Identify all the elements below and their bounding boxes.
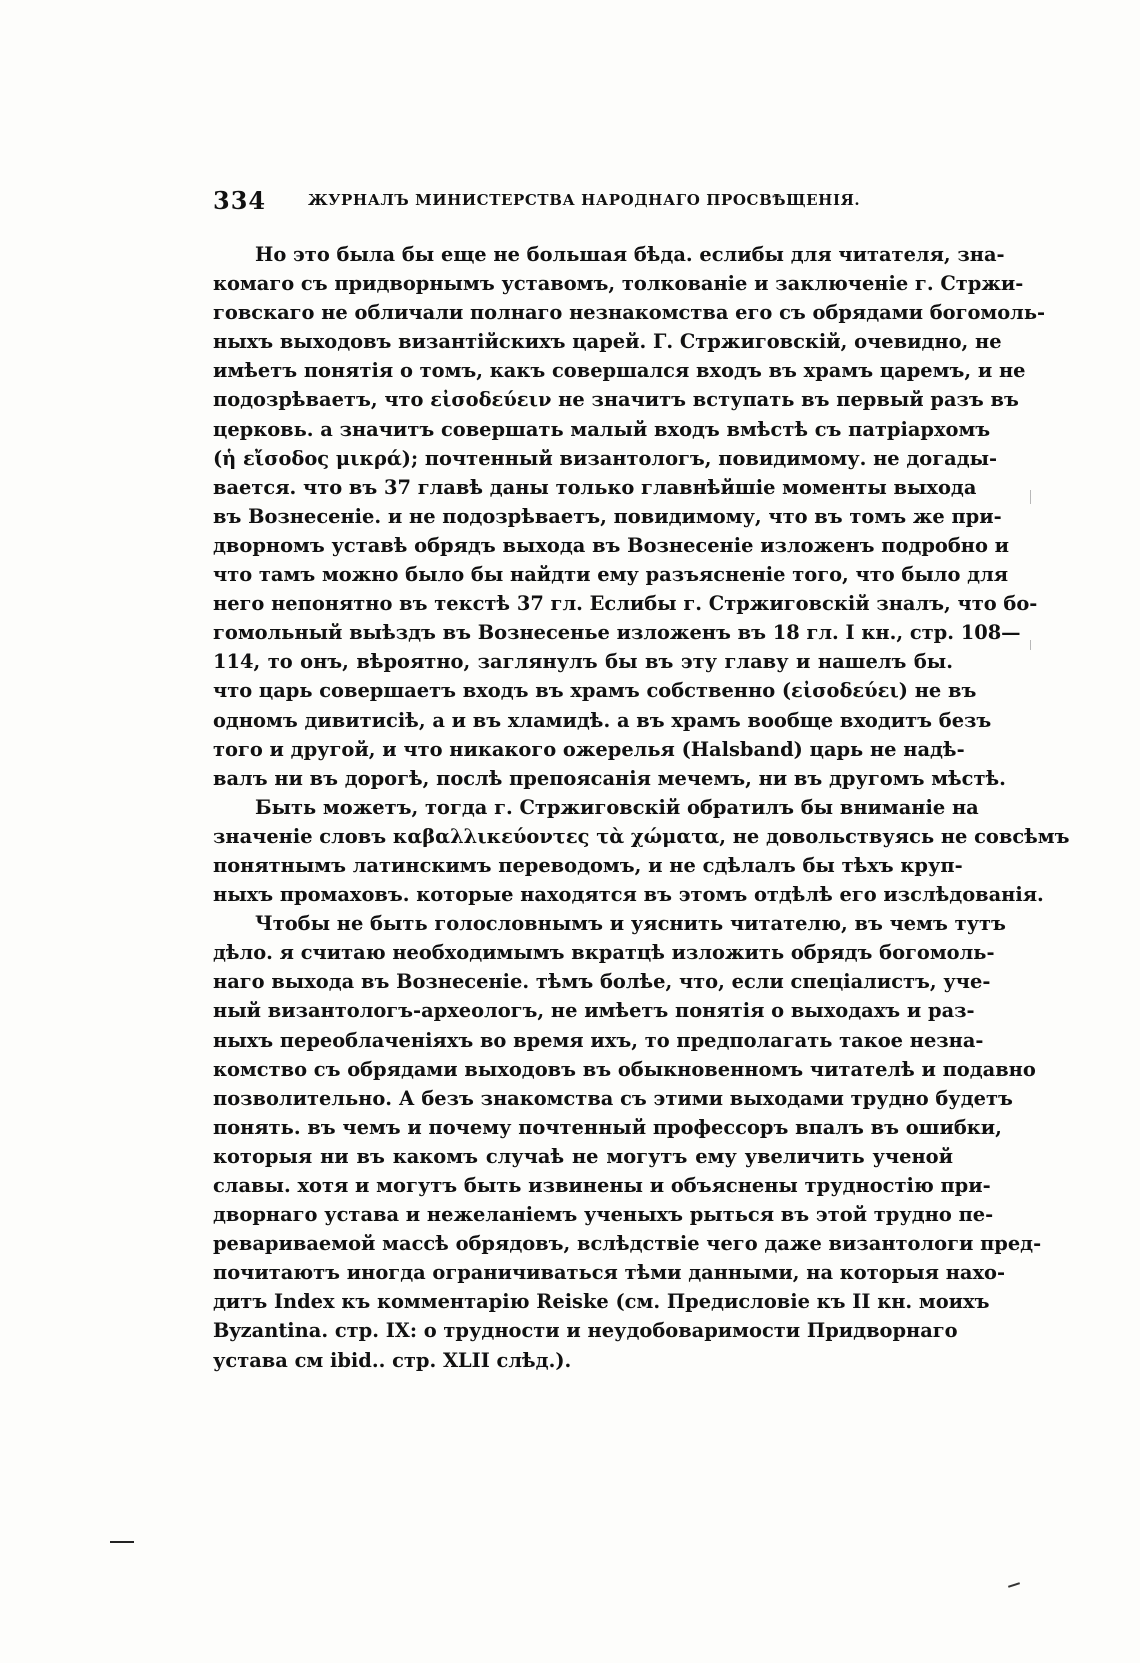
text-line: одномъ дивитисіѣ, а и въ хламидѣ. а въ храмъ вообще входитъ безъ — [213, 708, 992, 732]
text-line: подозрѣваетъ, что εἰσοδεύειν не значитъ вступать въ первый разъ въ — [213, 388, 1019, 412]
text-line: что тамъ можно было бы найдти ему разъясненіе того, что было для — [213, 563, 1009, 587]
text-line: того и другой, и что никакого ожерелья (Halsband) царь не надѣ- — [213, 737, 965, 761]
text-line: 114, то онъ, вѣроятно, заглянулъ бы въ эту главу и нашелъ бы. — [213, 650, 953, 674]
text-line: которыя ни въ какомъ случаѣ не могутъ ему увеличить ученой — [213, 1144, 953, 1168]
page-header — [213, 186, 953, 218]
body-text — [213, 240, 1070, 1375]
text-line: ныхъ промаховъ. которые находятся въ этомъ отдѣлѣ его изслѣдованія. — [213, 883, 1044, 907]
text-line: (ἡ εἴσοδος μικρά); почтенный византологъ, повидимому. не догады- — [213, 446, 998, 470]
text-line: имѣетъ понятія о томъ, какъ совершался входъ въ храмъ царемъ, и не — [213, 359, 1026, 383]
text-line: Но это была бы еще не большая бѣда. еслибы для читателя, зна- — [255, 243, 1005, 266]
text-line: понятнымъ латинскимъ переводомъ, и не сдѣлалъ бы тѣхъ круп- — [213, 853, 963, 877]
text-line: дворнаго устава и нежеланіемъ ученыхъ рыться въ этой трудно пе- — [213, 1203, 994, 1227]
text-line: комаго съ придворнымъ уставомъ, толкованіе и заключеніе г. Стржи- — [213, 272, 1024, 296]
corner-mark — [1008, 1582, 1020, 1588]
text-line: наго выхода въ Вознесеніе. тѣмъ болѣе, что, если спеціалистъ, уче- — [213, 970, 991, 994]
text-line: Byzantina. стр. IX: о трудности и неудобоваримости Придворнаго — [213, 1319, 958, 1343]
text-line: что царь совершаетъ входъ въ храмъ собственно (εἰσοδεύει) не въ — [213, 679, 977, 703]
text-line: позволительно. А безъ знакомства съ этими выходами трудно будетъ — [213, 1086, 1013, 1110]
text-line: валъ ни въ дорогѣ, послѣ препоясанія мечемъ, ни въ другомъ мѣстѣ. — [213, 766, 1006, 790]
text-line: устава см ibid.. стр. XLII слѣд.). — [213, 1348, 572, 1372]
text-line: ный византологъ-археологъ, не имѣетъ понятія о выходахъ и раз- — [213, 999, 975, 1023]
text-line: дѣло. я считаю необходимымъ вкратцѣ изложить обрядъ богомоль- — [213, 941, 995, 965]
text-line: почитаютъ иногда ограничиваться тѣми данными, на которыя нахо- — [213, 1261, 1006, 1285]
text-line: Быть можетъ, тогда г. Стржиговскій обратилъ бы вниманіе на — [255, 795, 979, 819]
text-line: Чтобы не быть голословнымъ и уяснить читателю, въ чемъ тутъ — [255, 912, 1006, 936]
margin-rule-mark — [110, 1541, 134, 1543]
text-line: значеніе словъ καβαλλικεύοντες τὰ χώματα, не довольствуясь не совсѣмъ — [213, 824, 1070, 848]
text-line: церковь. а значитъ совершать малый входъ вмѣстѣ съ патріархомъ — [213, 417, 991, 441]
text-line: понять. въ чемъ и почему почтенный профессоръ впалъ въ ошибки, — [213, 1115, 1002, 1139]
text-line: дворномъ уставѣ обрядъ выхода въ Вознесеніе изложенъ подробно и — [213, 533, 1010, 557]
text-line: комство съ обрядами выходовъ въ обыкновенномъ читателѣ и подавно — [213, 1057, 1036, 1081]
running-head: ЖУРНАЛЪ МИНИСТЕРСТВА НАРОДНАГО ПРОСВѢЩЕНІЯ. — [308, 191, 861, 209]
text-line: дитъ Index къ комментарію Reiske (см. Предисловіе къ II кн. моихъ — [213, 1290, 990, 1314]
text-line: гомольный выѣздъ въ Вознесенье изложенъ въ 18 гл. I кн., стр. 108— — [213, 621, 1021, 645]
text-line: славы. хотя и могутъ быть извинены и объяснены трудностію при- — [213, 1174, 991, 1197]
text-line: ныхъ переоблаченіяхъ во время ихъ, то предполагать такое незна- — [213, 1028, 984, 1052]
page-number: 334 — [213, 186, 267, 215]
margin-tick — [1030, 640, 1031, 650]
text-line: въ Вознесеніе. и не подозрѣваетъ, повидимому, что въ томъ же при- — [213, 504, 1002, 528]
text-line: говскаго не обличали полнаго незнакомства его съ обрядами богомоль- — [213, 301, 1046, 325]
margin-tick — [1030, 490, 1031, 504]
text-line: ревариваемой массѣ обрядовъ, вслѣдствіе чего даже византологи пред- — [213, 1232, 1042, 1256]
text-line: вается. что въ 37 главѣ даны только главнѣйшіе моменты выхода — [213, 475, 977, 499]
text-line: него непонятно въ текстѣ 37 гл. Еслибы г. Стржиговскій зналъ, что бо- — [213, 592, 1038, 616]
text-line: ныхъ выходовъ византійскихъ царей. Г. Стржиговскій, очевидно, не — [213, 330, 1002, 354]
